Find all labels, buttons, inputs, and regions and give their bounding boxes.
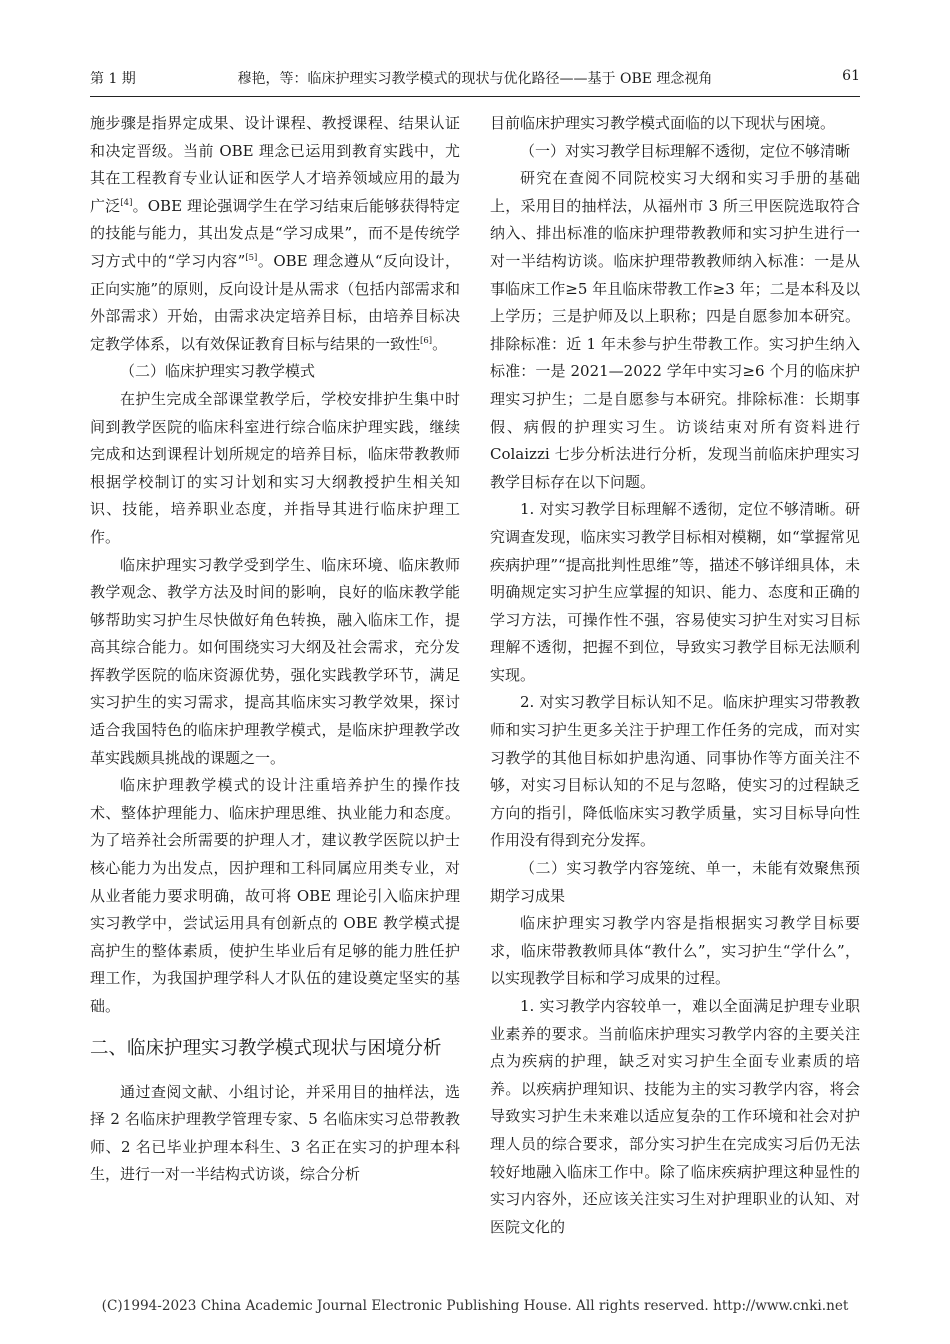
running-title: 穆艳，等：临床护理实习教学模式的现状与优化路径——基于 OBE 理念视角 — [237, 71, 713, 87]
paragraph: 1. 实习教学内容较单一，难以全面满足护理专业职业素养的要求。当前临床护理实习教学内容的主要关注点为疾病的护理，缺乏对实习护生全面专业素质的培养。以疾病护理知识、技能为主的实习教学内容，将会导致实习护生未来难以适应复杂的工作环境和社会对护理人员的综合要求，部分实习护生在完成实习后仍无法较好地融入临床工作中。除了临床疾病护理这种显性的实习内容外，还应该关注实习生对护理职业的认知、对医院文化的 — [490, 997, 860, 1236]
paragraph: 临床护理实习教学受到学生、临床环境、临床教师教学观念、教学方法及时间的影响，良好的临床教学能够帮助实习护生尽快做好角色转换，融入临床工作，提高其综合能力。如何围绕实习大纲及社会需求，充分发挥教学医院的临床资源优势，强化实践教学环节，满足实习护生的实习需求，提高其临床实习教学效果，探讨适合我国特色的临床护理教学模式，是临床护理教学改革实践颇具挑战的课题之一。 — [90, 555, 460, 767]
paragraph: 研究在查阅不同院校实习大纲和实习手册的基础上，采用目的抽样法，从福州市 3 所三甲医院选取符合纳入、排出标准的临床护理带教教师和实习护生进行一对一半结构访谈。临床护理带教教师纳入标准：一是从事临床工作≥5 年且临床带教工作≥3 年；二是本科及以上学历；三是护师及以上职称；四是自愿参加本研究。排除标准：近 1 年未参与护生带教工作。实习护生纳入标准：一是 2021—2022 学年中实习≥6 个月的临床护理实习护生；二是自愿参与本研究。排除标准：长期事假、病假的护理实习生。访谈结束对所有资料进行 Colaizzi 七步分析法进行分析，发现当前临床护理实习教学目标存在以下问题。 — [490, 169, 860, 491]
paragraph-obe-definition: 施步骤是指界定成果、设计课程、教授课程、结果认证和决定晋级。当前 OBE 理念已运用到教育实践中，尤其在工程教育专业认证和医学人才培养领域应用的最为广泛[4]。OBE 理论强调学生在学习结束后能够获得特定的技能与能力，其出发点是“学习成果”，而不是传统学习方式中的“学习内容”[5]。OBE 理念遵从“反向设计，正向实施”的原则，反向设计是从需求（包括内部需求和外部需求）开始，由需求决定培养目标，由培养目标决定教学体系，以有效保证教育目标与结果的一致性[6]。 — [90, 114, 460, 353]
paragraph: 2. 对实习教学目标认知不足。临床护理实习带教教师和实习护生更多关注于护理工作任务的完成，而对实习教学的其他目标如护患沟通、同事协作等方面关注不够，对实习目标认知的不足与忽略，使实习的过程缺乏方向的指引，降低临床实习教学质量，实习目标导向性作用没有得到充分发挥。 — [490, 693, 860, 850]
paragraph: 临床护理教学模式的设计注重培养护生的操作技术、整体护理能力、临床护理思维、执业能力和态度。为了培养社会所需要的护理人才，建议教学医院以护士核心能力为出发点，因护理和工科同属应用类专业，对从业者能力要求明确，故可将 OBE 理论引入临床护理实习教学中，尝试运用具有创新点的 OBE 教学模式提高护生的整体素质，使护生毕业后有足够的能力胜任护理工作，为我国护理学科人才队伍的建设奠定坚实的基础。 — [90, 776, 460, 1015]
paragraph: 在护生完成全部课堂教学后，学校安排护生集中时间到教学医院的临床科室进行综合临床护理实践，继续完成和达到课程计划所规定的培养目标，临床带教教师根据学校制订的实习计划和实习大纲教授护生相关知识、技能，培养职业态度，并指导其进行临床护理工作。 — [90, 389, 460, 546]
subsection-heading: （一）对实习教学目标理解不透彻，定位不够清晰 — [520, 141, 851, 160]
paragraph: 目前临床护理实习教学模式面临的以下现状与困境。 — [490, 114, 836, 132]
subsection-heading: （二）临床护理实习教学模式 — [120, 362, 316, 381]
subsection-heading: （二）实习教学内容笼统、单一，未能有效聚焦预期学习成果 — [490, 859, 860, 905]
citation-6: [6] — [420, 335, 433, 346]
citation-4: [4] — [120, 197, 133, 208]
page-number: 61 — [842, 68, 860, 84]
copyright-footer: (C)1994-2023 China Academic Journal Electronic Publishing House. All rights reserved. http://www.cnki.net — [101, 1298, 849, 1314]
paragraph: 临床护理实习教学内容是指根据实习教学目标要求，临床带教教师具体“教什么”，实习护生“学什么”，以实现教学目标和学习成果的过程。 — [490, 914, 860, 988]
issue-label: 第 1 期 — [90, 71, 136, 87]
paragraph: 1. 对实习教学目标理解不透彻，定位不够清晰。研究调查发现，临床实习教学目标相对模糊，如“掌握常见疾病护理”“提高批判性思维”等，描述不够详细具体，未明确规定实习护生应掌握的知识、能力、态度和正确的学习方法，可操作性不强，容易使实习护生对实习目标理解不透彻，把握不到位，导致实习教学目标无法顺利实现。 — [490, 500, 860, 684]
running-header — [90, 68, 860, 92]
header-rule — [90, 96, 860, 97]
paragraph: 通过查阅文献、小组讨论，并采用目的抽样法，选择 2 名临床护理教学管理专家、5 名临床实习总带教教师、2 名已毕业护理本科生、3 名正在实习的护理本科生，进行一对一半结构式访谈，综合分析 — [90, 1082, 460, 1184]
left-column — [90, 110, 460, 1189]
right-column — [490, 110, 860, 1241]
section-heading: 二、临床护理实习教学模式现状与困境分析 — [90, 1037, 442, 1059]
citation-5: [5] — [245, 252, 258, 263]
